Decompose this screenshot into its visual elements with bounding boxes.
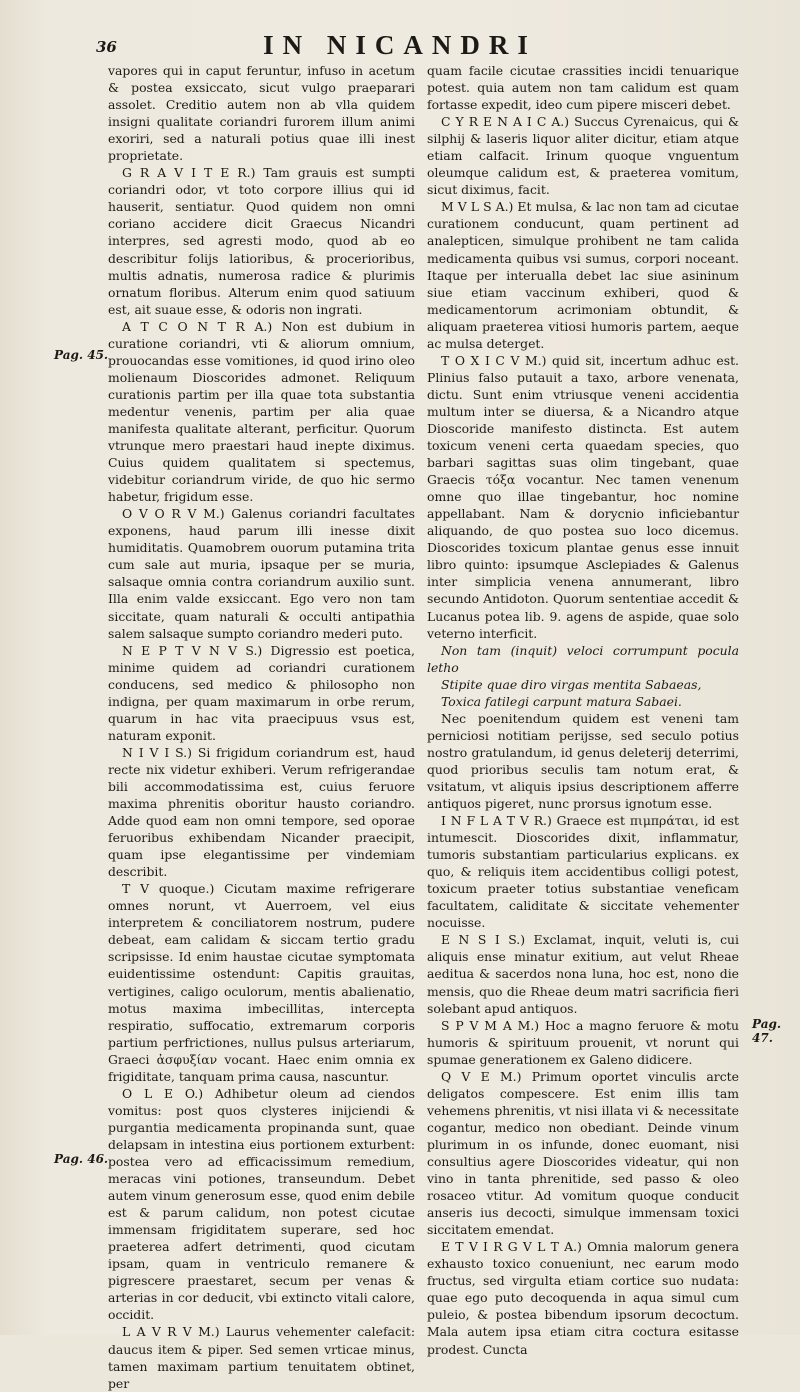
- margin-note: Pag. 45.: [54, 348, 109, 362]
- paragraph: quam facile cicutae crassities incidi tenuarique potest. quia autem non tam calidum est quam fortasse expedit, ideo cum pipere misceri debet.: [427, 63, 739, 113]
- paragraph: O V O R V M.) Galenus coriandri facultates exponens, haud parum illi inesse dixit humiditatis. Quamobrem ouorum putamina trita cum sale aut muria, ipsaque per se muria, salsaque omnia contra coriandrum auxilio sunt. Illa enim valde exsiccant. Ego vero non tam siccitate, quam naturali & occulti antipathia salem salsaque sumpto coriandro mederi puto.: [108, 506, 415, 641]
- margin-note: Pag. 47.: [752, 1017, 782, 1045]
- paragraph: E T V I R G V L T A.) Omnia malorum genera exhausto toxico conueniunt, nec earum modo fructus, sed virgulta etiam cortice suo nudata: quae ego puto decoquenda in aqua simul cum puleio, & postea bibendum ipsorum decoctum. Mala autem ipsa etiam citra coctura esitasse prodest. Cuncta: [427, 1239, 739, 1357]
- paragraph: Q V E M.) Primum oportet vinculis arcte deligatos compescere. Est enim illis tam vehemens phrenitis, vt nisi illata vi & necessitate cogantur, medico non obediant. Deinde vinum plurimum in os infunde, donec euomant, nisi consultius agere Dioscorides videatur, qui non vino in tanta phrenitide, sed passo & oleo rosaceo vtitur. Ad vomitum quoque conducit anseris ius decocti, simulque immensam toxici siccitatem emendat.: [427, 1068, 739, 1238]
- paragraph: Nec poenitendum quidem est veneni tam perniciosi notitiam perijsse, sed seculo potius nostro gratulandum, id genus deleterij deterrimi, quod prioribus seculis tam notum erat, & vsitatum, vt aliquis ipsius descriptionem afferre antiquos pigeret, nunc prorsus ignotum esse.: [427, 710, 739, 812]
- margin-note: Pag. 46.: [54, 1152, 109, 1166]
- paragraph: N I V I S.) Si frigidum coriandrum est, haud recte nix videtur exhiberi. Verum refrigerandae bili accommodatissima est, cuius feruore maxima phrenitis oboritur hausto coriandro. Adde quod eam non omni tempore, sed oporae feruoribus exhibendam Nicander praecipit, quam ipse elegantissime per vindemiam describit.: [108, 744, 415, 880]
- paragraph: M V L S A.) Et mulsa, & lac non tam ad cicutae curationem conducunt, quam pertinent ad analepticen, simulque prohibent ne tam calida medicamenta quibus vsi sumus, corpori noceant. Itaque per interualla debet lac siue asininum siue etiam vaccinum exhiberi, quod & medicamentorum acrimoniam obtundit, & aliquam praeterea vitiosi humoris partem, aeque ac mulsa deterget.: [427, 199, 739, 351]
- paragraph: Toxica fatilegi carpunt matura Sabaei.: [441, 693, 682, 709]
- paragraph: T O X I C V M.) quid sit, incertum adhuc est. Plinius falso putauit a taxo, arbore venenata, dictu. Sunt enim vtriusque veneni accidentia multum inter se diuersa, & a Nicandro atque Dioscoride manifesto distincta. Est autem toxicum veneni certa quaedam species, quo barbari sagittas suas olim tingebant, quae Graecis τόξα vocantur. Nec tamen venenum omne quo illae tingebantur, hoc nomine appellabant. Nam & dorycnio inficiebantur aliquando, de quo postea suo loco dicemus. Dioscorides toxicum plantae genus esse innuit libro quinto: ipsumque Asclepiades & Galenus inter simplicia venena annumerant, libro secundo Antidoton. Quorum sententiae accedit & Lucanus potea lib. 9. agens de aspide, quae solo veterno interficit.: [427, 352, 739, 641]
- paragraph: E N S I S.) Exclamat, inquit, veluti is, cui aliquis ense minatur exitium, aut velut Rheae aeditua & sacerdos nona luna, hoc est, nono die mensis, quo die Rheae deum matri sacrificia fieri solebant apud antiquos.: [427, 932, 739, 1016]
- running-head: IN NICANDRI: [263, 30, 537, 60]
- paragraph: vapores qui in caput feruntur, infuso in acetum & postea exsiccato, sicut vulgo praeparari assolet. Creditio autem non ab vlla quidem insigni qualitate coriandri furorem illum animi exoriri, sed a naturali potius quae illi inest proprietate.: [108, 63, 415, 164]
- paragraph: Stipite quae diro virgas mentita Sabaeas,: [441, 676, 702, 692]
- paragraph: N E P T V N V S.) Digressio est poetica, minime quidem ad coriandri curationem conducens, sed medico & philosopho non indigna, per quam maximarum in orbe rerum, quarum in hac vita praecipuus vsus est, naturam exponit.: [108, 642, 415, 743]
- paragraph: O L E O.) Adhibetur oleum ad ciendos vomitus: post quos clysteres inijciendi & purgantia medicamenta propinanda sunt, quae delapsam in intestina eius portionem exturbent: postea vero ad efficacissimum remedium, meracas vini potiones, transeundum. Debet autem vinum generosum esse, quod enim debile est & parum calidum, non potest cicutae immensam frigiditatem superare, sed hoc praeterea adfert detrimenti, quod cicutam ipsam, quam in ventriculo remanere & pigrescere praestaret, secum per venas & arterias in cor deducit, vbi extincto vitali calore, occidit.: [108, 1085, 415, 1323]
- paragraph: A T C O N T R A.) Non est dubium in curatione coriandri, vti & aliorum omnium, prouocandas esse vomitiones, id quod irino oleo molienaum Dioscorides admonet. Reliquum curationis partim per illa quae tota substantia medentur venenis, partim per alia quae manifesta qualitate alterant, perficitur. Quorum vtrunque mero praestari haud inepte diximus. Cuius quidem qualitatem si spectemus, videbitur coriandrum viride, de quo hic sermo habetur, frigidum esse.: [108, 318, 415, 505]
- right-column: [427, 62, 739, 1358]
- paragraph: Non tam (inquit) veloci corrumpunt pocula letho: [427, 642, 739, 675]
- paragraph: C Y R E N A I C A.) Succus Cyrenaicus, qui & silphij & laseris liquor aliter dicitur, etiam atque etiam calfacit. Irinum quoque vnguentum oleumque calidum est, & praeterea vomitum, sicut diximus, facit.: [427, 114, 739, 198]
- paragraph: S P V M A M.) Hoc a magno feruore & motu humoris & spirituum prouenit, vt norunt qui spumae generationem ex Galeno didicere.: [427, 1017, 739, 1067]
- paragraph: T V quoque.) Cicutam maxime refrigerare omnes norunt, vt Auerroem, vel eius interpretem & conciliatorem nostrum, pudere debeat, eam calidam & siccam tertio gradu scripsisse. Id enim haustae cicutae symptomata euidentissime ostendunt: Capitis grauitas, vertigines, caligo oculorum, mentis abalienatio, motus maxima imbecillitas, intercepta respiratio, suffocatio, extremarum corporis partium perfrictiones, nullus pulsus arteriarum, Graeci ἀσφυξίαν vocant. Haec enim omnia ex frigiditate, tanquam prima causa, nascuntur.: [108, 881, 415, 1084]
- page-number: 36: [96, 38, 117, 56]
- paragraph: L A V R V M.) Laurus vehementer calefacit: daucus item & piper. Sed semen vrticae minus, tamen maximam partium tenuitatem obtinet, per: [108, 1324, 415, 1391]
- paragraph: G R A V I T E R.) Tam grauis est sumpti coriandri odor, vt toto corpore illius qui id hauserit, sentiatur. Quod quidem non omni coriano accidere dicit Graecus Nicandri interpres, sed agresti modo, quod ab eo describitur folijs latioribus, & procerioribus, multis adnatis, numerosa radice & plurimis ornatum floribus. Alterum enim quod satiuum est, ait suaue esse, & odoris non ingrati.: [108, 165, 415, 317]
- left-column: [108, 62, 415, 1392]
- paragraph: I N F L A T V R.) Graece est πιμπράται, id est intumescit. Dioscorides dixit, inflammatur, tumoris substantiam particularius explicans. ex quo, & reliquis item accidentibus colligi potest, toxicum praeter totius substantiae veneficam facultatem, caliditate & siccitate vehementer nocuisse.: [427, 813, 739, 931]
